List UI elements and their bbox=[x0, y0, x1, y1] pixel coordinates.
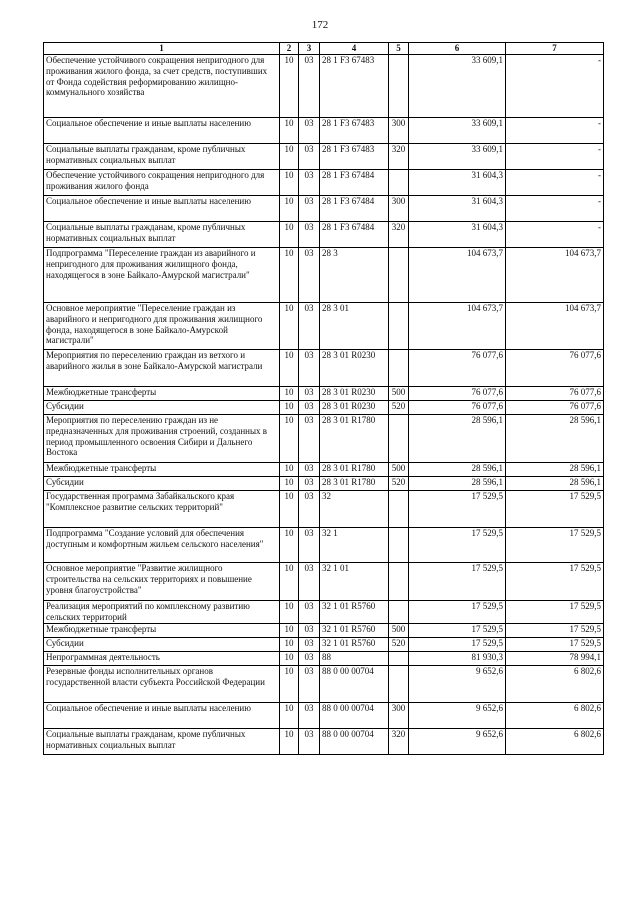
item-name: Подпрограмма "Переселение граждан из аварийного и непригодного для проживания жилищного фонда, находящегося в зоне Байкало-Амурской магистрали" bbox=[44, 248, 280, 303]
header-row bbox=[44, 43, 604, 55]
subsection-code: 03 bbox=[299, 463, 320, 477]
amount-col6: 28 596,1 bbox=[409, 415, 506, 463]
table-row bbox=[44, 601, 604, 624]
amount-col6: 33 609,1 bbox=[409, 118, 506, 144]
expense-type-code: 300 bbox=[389, 196, 409, 222]
amount-col7: - bbox=[506, 144, 604, 170]
item-name: Резервные фонды исполнительных органов государственной власти субъекта Российской Федерации bbox=[44, 666, 280, 703]
amount-col6: 17 529,5 bbox=[409, 624, 506, 638]
table-row bbox=[44, 638, 604, 652]
expense-type-code: 520 bbox=[389, 638, 409, 652]
subsection-code: 03 bbox=[299, 666, 320, 703]
target-article-code: 28 3 01 R1780 bbox=[320, 463, 389, 477]
header-cell: 5 bbox=[389, 43, 409, 55]
item-name: Социальные выплаты гражданам, кроме публичных нормативных социальных выплат bbox=[44, 729, 280, 755]
item-name: Социальное обеспечение и иные выплаты населению bbox=[44, 118, 280, 144]
subsection-code: 03 bbox=[299, 248, 320, 303]
table-row bbox=[44, 415, 604, 463]
item-name: Субсидии bbox=[44, 401, 280, 415]
subsection-code: 03 bbox=[299, 491, 320, 528]
target-article-code: 88 0 00 00704 bbox=[320, 666, 389, 703]
table-row bbox=[44, 170, 604, 196]
amount-col7: 76 077,6 bbox=[506, 401, 604, 415]
amount-col7: - bbox=[506, 222, 604, 248]
amount-col6: 28 596,1 bbox=[409, 477, 506, 491]
expense-type-code bbox=[389, 601, 409, 624]
item-name: Мероприятия по переселению граждан из не предназначенных для проживания строений, созданных в период промышленного освоения Сибири и Дальнего Востока bbox=[44, 415, 280, 463]
table-row bbox=[44, 563, 604, 601]
subsection-code: 03 bbox=[299, 170, 320, 196]
item-name: Обеспечение устойчивого сокращения непригодного для проживания жилого фонда, за счет средств, поступивших от Фонда содействия реформированию жилищно-коммунального хозяйства bbox=[44, 55, 280, 118]
target-article-code: 88 0 00 00704 bbox=[320, 703, 389, 729]
subsection-code: 03 bbox=[299, 401, 320, 415]
amount-col7: 17 529,5 bbox=[506, 638, 604, 652]
expense-type-code bbox=[389, 652, 409, 666]
section-code: 10 bbox=[280, 196, 299, 222]
target-article-code: 28 1 F3 67484 bbox=[320, 222, 389, 248]
amount-col6: 9 652,6 bbox=[409, 729, 506, 755]
budget-table bbox=[43, 42, 604, 755]
section-code: 10 bbox=[280, 652, 299, 666]
item-name: Основное мероприятие "Развитие жилищного строительства на сельских территориях и повышение уровня благоустройства" bbox=[44, 563, 280, 601]
section-code: 10 bbox=[280, 638, 299, 652]
item-name: Социальные выплаты гражданам, кроме публичных нормативных социальных выплат bbox=[44, 144, 280, 170]
amount-col6: 17 529,5 bbox=[409, 638, 506, 652]
table-row bbox=[44, 401, 604, 415]
item-name: Государственная программа Забайкальского края "Комплексное развитие сельских территорий" bbox=[44, 491, 280, 528]
amount-col7: 6 802,6 bbox=[506, 729, 604, 755]
expense-type-code bbox=[389, 415, 409, 463]
amount-col6: 17 529,5 bbox=[409, 491, 506, 528]
expense-type-code: 320 bbox=[389, 729, 409, 755]
item-name: Обеспечение устойчивого сокращения непригодного для проживания жилого фонда bbox=[44, 170, 280, 196]
expense-type-code bbox=[389, 248, 409, 303]
table-row bbox=[44, 248, 604, 303]
expense-type-code bbox=[389, 666, 409, 703]
section-code: 10 bbox=[280, 170, 299, 196]
item-name: Мероприятия по переселению граждан из ветхого и аварийного жилья в зоне Байкало-Амурской магистрали bbox=[44, 350, 280, 387]
amount-col6: 28 596,1 bbox=[409, 463, 506, 477]
amount-col7: - bbox=[506, 170, 604, 196]
table-row bbox=[44, 222, 604, 248]
subsection-code: 03 bbox=[299, 477, 320, 491]
amount-col6: 33 609,1 bbox=[409, 144, 506, 170]
amount-col6: 104 673,7 bbox=[409, 303, 506, 350]
subsection-code: 03 bbox=[299, 729, 320, 755]
table-row bbox=[44, 624, 604, 638]
target-article-code: 88 0 00 00704 bbox=[320, 729, 389, 755]
target-article-code: 32 1 01 R5760 bbox=[320, 638, 389, 652]
target-article-code: 32 1 01 R5760 bbox=[320, 624, 389, 638]
section-code: 10 bbox=[280, 463, 299, 477]
table-row bbox=[44, 666, 604, 703]
expense-type-code bbox=[389, 491, 409, 528]
section-code: 10 bbox=[280, 528, 299, 563]
expense-type-code: 300 bbox=[389, 118, 409, 144]
target-article-code: 32 1 01 bbox=[320, 563, 389, 601]
subsection-code: 03 bbox=[299, 303, 320, 350]
header-cell: 6 bbox=[409, 43, 506, 55]
target-article-code: 28 3 01 R0230 bbox=[320, 401, 389, 415]
target-article-code: 28 1 F3 67483 bbox=[320, 144, 389, 170]
expense-type-code: 320 bbox=[389, 144, 409, 170]
amount-col6: 17 529,5 bbox=[409, 601, 506, 624]
amount-col7: 78 994,1 bbox=[506, 652, 604, 666]
item-name: Межбюджетные трансферты bbox=[44, 624, 280, 638]
section-code: 10 bbox=[280, 491, 299, 528]
amount-col6: 31 604,3 bbox=[409, 170, 506, 196]
expense-type-code: 500 bbox=[389, 624, 409, 638]
amount-col7: 76 077,6 bbox=[506, 350, 604, 387]
table-row bbox=[44, 350, 604, 387]
section-code: 10 bbox=[280, 387, 299, 401]
item-name: Субсидии bbox=[44, 477, 280, 491]
amount-col7: - bbox=[506, 118, 604, 144]
table-row bbox=[44, 303, 604, 350]
section-code: 10 bbox=[280, 601, 299, 624]
amount-col6: 81 930,3 bbox=[409, 652, 506, 666]
expense-type-code bbox=[389, 303, 409, 350]
amount-col6: 17 529,5 bbox=[409, 563, 506, 601]
table-row bbox=[44, 387, 604, 401]
amount-col7: 104 673,7 bbox=[506, 248, 604, 303]
subsection-code: 03 bbox=[299, 118, 320, 144]
amount-col7: 76 077,6 bbox=[506, 387, 604, 401]
amount-col7: - bbox=[506, 196, 604, 222]
amount-col7: 6 802,6 bbox=[506, 703, 604, 729]
header-cell: 2 bbox=[280, 43, 299, 55]
section-code: 10 bbox=[280, 729, 299, 755]
subsection-code: 03 bbox=[299, 624, 320, 638]
subsection-code: 03 bbox=[299, 563, 320, 601]
subsection-code: 03 bbox=[299, 196, 320, 222]
amount-col7: 17 529,5 bbox=[506, 601, 604, 624]
section-code: 10 bbox=[280, 401, 299, 415]
page-number: 172 bbox=[311, 19, 329, 31]
item-name: Социальные выплаты гражданам, кроме публичных нормативных социальных выплат bbox=[44, 222, 280, 248]
subsection-code: 03 bbox=[299, 601, 320, 624]
amount-col7: 28 596,1 bbox=[506, 463, 604, 477]
target-article-code: 28 3 bbox=[320, 248, 389, 303]
section-code: 10 bbox=[280, 55, 299, 118]
expense-type-code bbox=[389, 350, 409, 387]
subsection-code: 03 bbox=[299, 638, 320, 652]
amount-col6: 31 604,3 bbox=[409, 196, 506, 222]
table-row bbox=[44, 652, 604, 666]
target-article-code: 32 1 01 R5760 bbox=[320, 601, 389, 624]
item-name: Подпрограмма "Создание условий для обеспечения доступным и комфортным жильем сельского населения" bbox=[44, 528, 280, 563]
item-name: Социальное обеспечение и иные выплаты населению bbox=[44, 196, 280, 222]
table-row bbox=[44, 144, 604, 170]
section-code: 10 bbox=[280, 477, 299, 491]
table-row bbox=[44, 196, 604, 222]
amount-col7: 17 529,5 bbox=[506, 491, 604, 528]
amount-col6: 76 077,6 bbox=[409, 350, 506, 387]
amount-col7: 17 529,5 bbox=[506, 624, 604, 638]
amount-col6: 33 609,1 bbox=[409, 55, 506, 118]
section-code: 10 bbox=[280, 624, 299, 638]
target-article-code: 88 bbox=[320, 652, 389, 666]
subsection-code: 03 bbox=[299, 222, 320, 248]
amount-col7: 17 529,5 bbox=[506, 528, 604, 563]
target-article-code: 28 3 01 R0230 bbox=[320, 350, 389, 387]
subsection-code: 03 bbox=[299, 55, 320, 118]
target-article-code: 28 1 F3 67483 bbox=[320, 55, 389, 118]
header-cell: 1 bbox=[44, 43, 280, 55]
amount-col6: 76 077,6 bbox=[409, 387, 506, 401]
item-name: Основное мероприятие "Переселение граждан из аварийного и непригодного для проживания жилищного фонда, находящегося в зоне Байкало-Амурской магистрали" bbox=[44, 303, 280, 350]
section-code: 10 bbox=[280, 350, 299, 387]
item-name: Социальное обеспечение и иные выплаты населению bbox=[44, 703, 280, 729]
table-row bbox=[44, 491, 604, 528]
amount-col6: 76 077,6 bbox=[409, 401, 506, 415]
target-article-code: 28 3 01 R1780 bbox=[320, 415, 389, 463]
subsection-code: 03 bbox=[299, 415, 320, 463]
item-name: Реализация мероприятий по комплексному развитию сельских территорий bbox=[44, 601, 280, 624]
section-code: 10 bbox=[280, 118, 299, 144]
table-row bbox=[44, 729, 604, 755]
amount-col7: - bbox=[506, 55, 604, 118]
amount-col6: 104 673,7 bbox=[409, 248, 506, 303]
subsection-code: 03 bbox=[299, 387, 320, 401]
header-cell: 4 bbox=[320, 43, 389, 55]
section-code: 10 bbox=[280, 222, 299, 248]
expense-type-code: 500 bbox=[389, 463, 409, 477]
table-row bbox=[44, 463, 604, 477]
subsection-code: 03 bbox=[299, 528, 320, 563]
amount-col7: 28 596,1 bbox=[506, 415, 604, 463]
target-article-code: 32 1 bbox=[320, 528, 389, 563]
expense-type-code: 300 bbox=[389, 703, 409, 729]
table-row bbox=[44, 118, 604, 144]
expense-type-code: 320 bbox=[389, 222, 409, 248]
target-article-code: 28 3 01 bbox=[320, 303, 389, 350]
header-cell: 7 bbox=[506, 43, 604, 55]
subsection-code: 03 bbox=[299, 144, 320, 170]
item-name: Субсидии bbox=[44, 638, 280, 652]
amount-col7: 28 596,1 bbox=[506, 477, 604, 491]
expense-type-code bbox=[389, 55, 409, 118]
amount-col6: 17 529,5 bbox=[409, 528, 506, 563]
section-code: 10 bbox=[280, 303, 299, 350]
table-row bbox=[44, 55, 604, 118]
item-name: Межбюджетные трансферты bbox=[44, 387, 280, 401]
target-article-code: 28 1 F3 67483 bbox=[320, 118, 389, 144]
section-code: 10 bbox=[280, 703, 299, 729]
subsection-code: 03 bbox=[299, 652, 320, 666]
amount-col7: 17 529,5 bbox=[506, 563, 604, 601]
amount-col7: 6 802,6 bbox=[506, 666, 604, 703]
target-article-code: 32 bbox=[320, 491, 389, 528]
header-cell: 3 bbox=[299, 43, 320, 55]
section-code: 10 bbox=[280, 563, 299, 601]
target-article-code: 28 1 F3 67484 bbox=[320, 170, 389, 196]
expense-type-code bbox=[389, 528, 409, 563]
amount-col6: 31 604,3 bbox=[409, 222, 506, 248]
section-code: 10 bbox=[280, 144, 299, 170]
expense-type-code: 520 bbox=[389, 401, 409, 415]
expense-type-code bbox=[389, 170, 409, 196]
item-name: Непрограммная деятельность bbox=[44, 652, 280, 666]
amount-col7: 104 673,7 bbox=[506, 303, 604, 350]
table-row bbox=[44, 477, 604, 491]
table-row bbox=[44, 528, 604, 563]
expense-type-code bbox=[389, 563, 409, 601]
subsection-code: 03 bbox=[299, 350, 320, 387]
section-code: 10 bbox=[280, 415, 299, 463]
item-name: Межбюджетные трансферты bbox=[44, 463, 280, 477]
table-row bbox=[44, 703, 604, 729]
subsection-code: 03 bbox=[299, 703, 320, 729]
target-article-code: 28 3 01 R0230 bbox=[320, 387, 389, 401]
amount-col6: 9 652,6 bbox=[409, 666, 506, 703]
target-article-code: 28 1 F3 67484 bbox=[320, 196, 389, 222]
section-code: 10 bbox=[280, 248, 299, 303]
expense-type-code: 500 bbox=[389, 387, 409, 401]
expense-type-code: 520 bbox=[389, 477, 409, 491]
section-code: 10 bbox=[280, 666, 299, 703]
target-article-code: 28 3 01 R1780 bbox=[320, 477, 389, 491]
amount-col6: 9 652,6 bbox=[409, 703, 506, 729]
